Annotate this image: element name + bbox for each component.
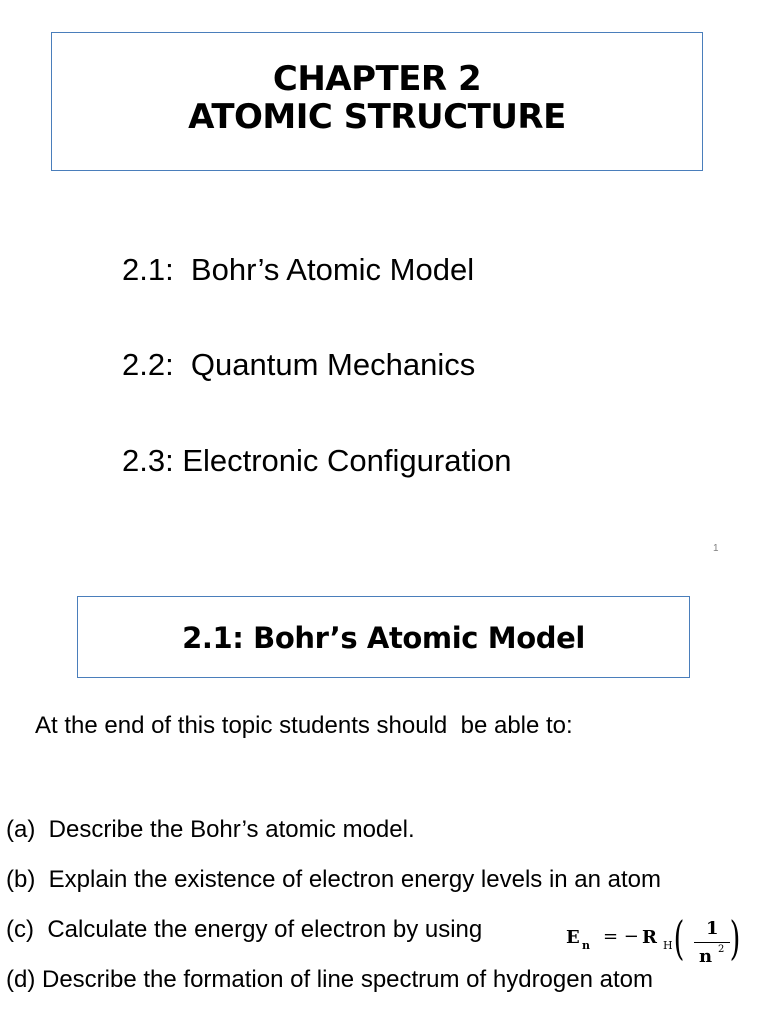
chapter-title-line2: ATOMIC STRUCTURE: [188, 97, 566, 137]
section-title-box: [77, 596, 690, 678]
objective-b: (b) Explain the existence of electron energy levels in an atom: [6, 866, 662, 893]
formula-exponent: 2: [718, 944, 725, 955]
chapter-title-box: [51, 32, 703, 171]
page-number: 1: [713, 543, 719, 554]
formula-n-subscript: n: [582, 939, 590, 952]
objective-c: (c) Calculate the energy of electron by using: [6, 916, 483, 943]
toc-item-2-1: 2.1: Bohr’s Atomic Model: [122, 252, 475, 287]
energy-formula: [566, 912, 750, 970]
formula-denominator: n: [699, 946, 713, 967]
toc-item-2-2: 2.2: Quantum Mechanics: [122, 347, 476, 382]
formula-equals-minus: = −: [603, 926, 639, 947]
objective-d: (d) Describe the formation of line spectrum of hydrogen atom: [6, 966, 653, 993]
formula-left-paren: (: [673, 911, 685, 965]
intro-text: At the end of this topic students should be able to:: [35, 712, 573, 739]
formula-energy-symbol: E: [566, 927, 580, 948]
section-title: 2.1: Bohr’s Atomic Model: [182, 621, 585, 655]
formula-right-paren: ): [729, 911, 741, 965]
chapter-title-line1: CHAPTER 2: [272, 59, 482, 99]
formula-h-subscript: H: [663, 939, 673, 952]
objective-a: (a) Describe the Bohr’s atomic model.: [6, 816, 415, 843]
formula-fraction-bar: [694, 942, 730, 943]
formula-rydberg-symbol: R: [642, 927, 657, 948]
toc-item-2-3: 2.3: Electronic Configuration: [122, 443, 512, 478]
formula-numerator: 1: [706, 918, 719, 939]
